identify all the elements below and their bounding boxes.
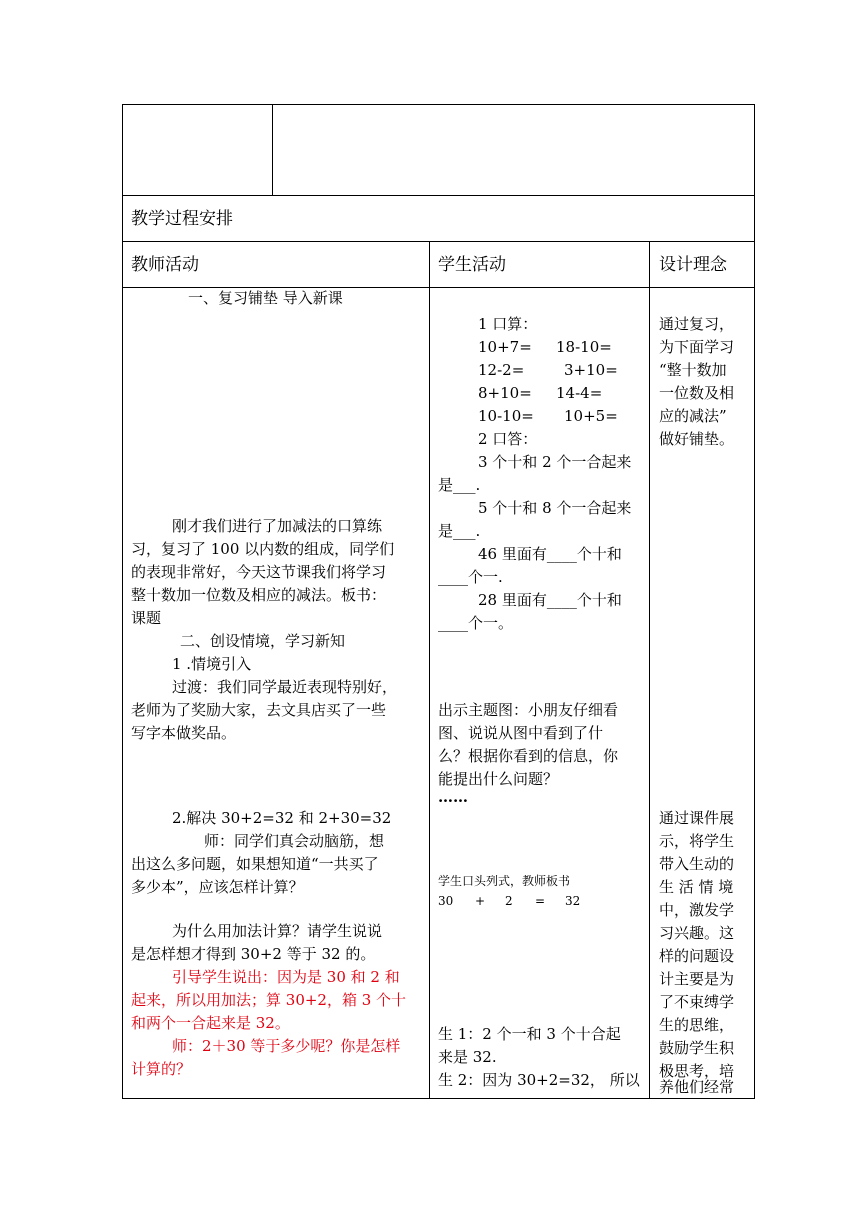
table-border-top xyxy=(122,104,755,105)
table-rule xyxy=(272,104,273,196)
calc-item: 3+10= xyxy=(564,361,618,379)
calc-item: 10-10= xyxy=(478,407,534,425)
calc-item: 12-2= xyxy=(478,361,525,379)
design-note: 应的减法” xyxy=(659,407,727,425)
design-note: 通过复习， xyxy=(659,315,735,333)
teacher-section-1-title: 一、复习铺垫 导入新课 xyxy=(188,289,343,307)
student-answer: 生 1：2 个一和 3 个十合起 xyxy=(438,1025,621,1043)
student-answer: ____个一. xyxy=(438,568,503,586)
design-note: 极思考，培 xyxy=(659,1062,735,1080)
section-title: 教学过程安排 xyxy=(131,209,233,229)
teacher-paragraph: 是怎样想才得到 30+2 等于 32 的。 xyxy=(131,945,376,963)
header-student: 学生活动 xyxy=(438,255,506,275)
teacher-paragraph: 的表现非常好，今天这节课我们将学习 xyxy=(131,563,387,581)
student-paragraph: 出示主题图：小朋友仔细看 xyxy=(438,701,619,719)
student-answer: 28 里面有____个十和 xyxy=(478,591,622,609)
table-border-bottom xyxy=(122,1098,755,1099)
table-border-left xyxy=(122,104,123,1099)
teacher-highlight-paragraph: 计算的？ xyxy=(131,1060,192,1078)
student-answer: 来是 32. xyxy=(438,1048,497,1066)
teacher-paragraph: 老师为了奖励大家，去文具店买了一些 xyxy=(131,701,387,719)
teacher-paragraph: 师：同学们真会动脑筋，想 xyxy=(204,832,385,850)
calc-item: 18-10= xyxy=(556,338,612,356)
calc-item: 8+10= xyxy=(478,384,532,402)
student-answer: 是___. xyxy=(438,522,481,540)
calc-item: 14-4= xyxy=(556,384,603,402)
calc-item: 10+7= xyxy=(478,338,532,356)
student-paragraph: 么？根据你看到的信息，你 xyxy=(438,747,619,765)
teacher-paragraph: 为什么用加法计算？请学生说说 xyxy=(172,922,383,940)
table-rule xyxy=(122,195,755,196)
teacher-highlight-paragraph: 起来，所以用加法；算 30+2，箱 3 个十 xyxy=(131,991,407,1009)
teacher-paragraph: 刚才我们进行了加减法的口算练 xyxy=(172,517,383,535)
student-oral-note: 学生口头列式，教师板书 xyxy=(438,874,571,888)
teacher-highlight-paragraph: 师：2＋30 等于多少呢？你是怎样 xyxy=(172,1037,401,1055)
table-border-right xyxy=(754,104,755,1099)
header-teacher: 教师活动 xyxy=(131,255,199,275)
design-note: 了不束缚学 xyxy=(659,993,735,1011)
student-answer: 3 个十和 2 个一合起来 xyxy=(478,453,632,471)
student-answer: ____个一。 xyxy=(438,614,514,632)
design-note: 生 活 情 境 xyxy=(659,878,734,896)
design-note: 样的问题设 xyxy=(659,947,735,965)
teacher-paragraph: 习，复习了 100 以内数的组成，同学们 xyxy=(131,540,395,558)
teacher-subsection: 1 .情境引入 xyxy=(172,655,252,673)
design-note: 一位数及相 xyxy=(659,384,735,402)
equation-term: 2 xyxy=(505,894,513,908)
table-rule xyxy=(429,241,430,1099)
equation-term: + xyxy=(475,894,486,908)
teacher-paragraph: 课题 xyxy=(131,609,162,627)
table-rule xyxy=(122,241,755,242)
design-note: 计主要是为 xyxy=(659,970,735,988)
student-answer: 是___. xyxy=(438,476,481,494)
equation-term: 32 xyxy=(565,894,581,908)
student-paragraph: 图、说说从图中看到了什 xyxy=(438,724,604,742)
student-ellipsis: …… xyxy=(438,788,468,806)
teacher-paragraph: 出这么多问题，如果想知道“一共买了 xyxy=(131,855,379,873)
student-answer: 5 个十和 8 个一合起来 xyxy=(478,499,632,517)
student-paragraph: 能提出什么问题？ xyxy=(438,770,559,788)
header-design: 设计理念 xyxy=(659,255,727,275)
teacher-paragraph: 整十数加一位数及相应的减法。板书： xyxy=(131,586,387,604)
calc-item: 10+5= xyxy=(564,407,618,425)
table-rule xyxy=(649,241,650,1099)
design-note: 示，将学生 xyxy=(659,832,735,850)
design-note: 通过课件展 xyxy=(659,809,735,827)
design-note: 为下面学习 xyxy=(659,338,735,356)
design-note: 鼓励学生积 xyxy=(659,1039,735,1057)
student-question: 1 口算： xyxy=(478,315,538,333)
equation-term: = xyxy=(535,894,546,908)
design-note: 习兴趣。这 xyxy=(659,924,735,942)
teacher-highlight-paragraph: 和两个一合起来是 32。 xyxy=(131,1014,290,1032)
teacher-paragraph: 写字本做奖品。 xyxy=(131,724,237,742)
teacher-paragraph: 多少本”，应该怎样计算？ xyxy=(131,878,304,896)
design-note: 带入生动的 xyxy=(659,855,735,873)
design-note: 养他们经常 xyxy=(659,1078,735,1096)
design-note: 中，激发学 xyxy=(659,901,735,919)
teacher-highlight-paragraph: 引导学生说出：因为是 30 和 2 和 xyxy=(172,968,400,986)
teacher-paragraph: 过渡：我们同学最近表现特别好， xyxy=(172,678,398,696)
student-question: 2 口答： xyxy=(478,430,538,448)
design-note: 做好铺垫。 xyxy=(659,430,735,448)
design-note: 生的思维， xyxy=(659,1016,735,1034)
student-answer: 46 里面有____个十和 xyxy=(478,545,622,563)
student-answer: 生 2：因为 30+2=32， 所以 xyxy=(438,1071,640,1089)
design-note: “整十数加 xyxy=(659,361,727,379)
equation-term: 30 xyxy=(438,894,454,908)
teacher-section-2-title: 二、创设情境，学习新知 xyxy=(180,632,346,650)
teacher-subsection: 2.解决 30+2=32 和 2+30=32 xyxy=(172,809,392,827)
